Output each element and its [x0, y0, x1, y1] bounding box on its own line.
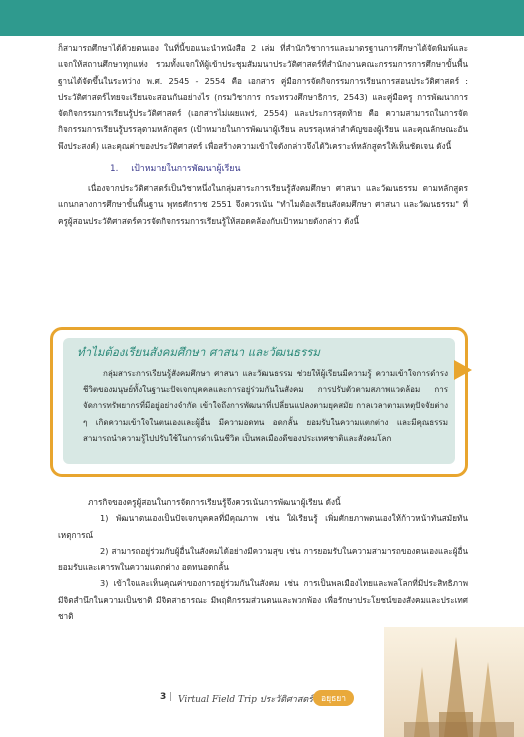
- temple-illustration: [384, 627, 524, 737]
- section-heading: [110, 162, 468, 176]
- callout-box: [50, 327, 468, 477]
- grade-badge: อยุธยา: [313, 690, 354, 706]
- section-paragraph: เนื่องจากประวัติศาสตร์เป็นวิชาหนึ่งในกลุ่มสาระการเรียนรู้สังคมศึกษา ศาสนา และวัฒนธรรม ตามหลักสูตรแกนกลางการศึกษาขั้นพื้นฐาน พุทธศักราช 2551 จึงควรเน้น "ทำไมต้องเรียนสังคมศึกษา ศาสนา และวัฒนธรรม" ที่ครูผู้สอนประวัติศาสตร์ควรจัดกิจกรรมการเรียนรู้ให้สอดคล้องกับเป้าหมายดังกล่าว ดังนี้: [58, 183, 468, 226]
- mission-item: 1) พัฒนาตนเองเป็นปัจเจกบุคคลที่มีคุณภาพ เช่น ใฝ่เรียนรู้ เพิ่มศักยภาพตนเองให้ก้าวหน้าทันสมัยทันเหตุการณ์: [58, 513, 468, 540]
- callout-panel: [63, 338, 455, 464]
- footer-separator: |: [169, 692, 173, 702]
- section-number: 1.: [110, 164, 119, 175]
- section-title: เป้าหมายในการพัฒนาผู้เรียน: [131, 164, 241, 175]
- lower-text-block: [58, 494, 468, 624]
- callout-paragraph: กลุ่มสาระการเรียนรู้สังคมศึกษา ศาสนา และวัฒนธรรม ช่วยให้ผู้เรียนมีความรู้ ความเข้าใจการดำรงชีวิตของมนุษย์ทั้งในฐานะปัจเจกบุคคลและการอยู่ร่วมกันในสังคม การปรับตัวตามสภาพแวดล้อม การจัดการทรัพยากรที่มีอยู่อย่างจำกัด เข้าใจถึงการพัฒนาที่เปลี่ยนแปลงตามยุคสมัย กาลเวลาตามเหตุปัจจัยต่าง ๆ เกิดความเข้าใจในตนเองและผู้อื่น มีความอดทน อดกลั้น ยอมรับในความแตกต่าง และมีคุณธรรม สามารถนำความรู้ไปปรับใช้ในการดำเนินชีวิต เป็นพลเมืองดีของประเทศชาติและสังคมโลก: [83, 369, 448, 443]
- mission-item: 3) เข้าใจและเห็นคุณค่าของการอยู่ร่วมกันในสังคม เช่น การเป็นพลเมืองไทยและพลโลกที่มีประสิทธิภาพ มีจิตสำนึกในความเป็นชาติ มีจิตสาธารณะ มีพฤติกรรมส่วนตนและพวกพ้อง เพื่อรักษาประโยชน์ของสังคมและประเทศชาติ: [58, 578, 468, 622]
- body-paragraph: ก็สามารถศึกษาได้ด้วยตนเอง ในที่นี้ขอแนะนำหนังสือ 2 เล่ม ที่สำนักวิชาการและมาตรฐานการศึกษาได้จัดพิมพ์และแจกให้สถานศึกษาทุกแห่ง รวมทั้งแจกให้ผู้เข้าประชุมสัมมนาประวัติศาสตร์ที่สำนักงานคณะกรรมการการศึกษาขั้นพื้นฐานได้จัดขึ้นในระหว่าง พ.ศ. 2545 - 2554 คือ เอกสาร คู่มือการจัดกิจกรรมการเรียนการสอนประวัติศาสตร์ : ประวัติศาสตร์ไทยจะเรียนจะสอนกันอย่างไร (กรมวิชาการ กระทรวงศึกษาธิการ, 2543) และคู่มือครู การพัฒนาการจัดกิจกรรมการเรียนรู้ประวัติศาสตร์ (เอกสารไม่เผยแพร่, 2554) และประการสุดท้าย คือ ความสามารถในการจัดกิจกรรมการเรียนรู้บรรลุตามหลักสูตร (เป้าหมายในการพัฒนาผู้เรียน ลบรรลุเหล่าสำคัญของผู้เรียน และคุณลักษณะอันพึงประสงค์) และคุณค่าของประวัติศาสตร์ เพื่อสร้างความเข้าใจดังกล่าวจึงได้วิเคราะห์หลักสูตรให้เห็นชัดเจน ดังนี้: [58, 43, 468, 151]
- series-title: Virtual Field Trip ประวัติศาสตร์: [178, 695, 314, 705]
- top-color-band: [0, 0, 524, 36]
- main-text-column: [58, 40, 468, 229]
- mission-intro: ภารกิจของครูผู้สอนในการจัดการเรียนรู้จึงควรเน้นการพัฒนาผู้เรียน ดังนี้: [88, 497, 341, 507]
- page-footer: [108, 690, 408, 708]
- mission-item: 2) สามารถอยู่ร่วมกับผู้อื่นในสังคมได้อย่างมีความสุข เช่น การยอมรับในความสามารถของตนเองและผู้อื่น ยอมรับและเคารพในความแตกต่าง อดทนอดกลั้น: [58, 545, 468, 573]
- page-number: 3: [160, 692, 167, 702]
- callout-title: ทำไมต้องเรียนสังคมศึกษา ศาสนา และวัฒนธรรม: [77, 345, 321, 359]
- callout-body: [83, 366, 448, 447]
- callout-pointer: [454, 360, 472, 380]
